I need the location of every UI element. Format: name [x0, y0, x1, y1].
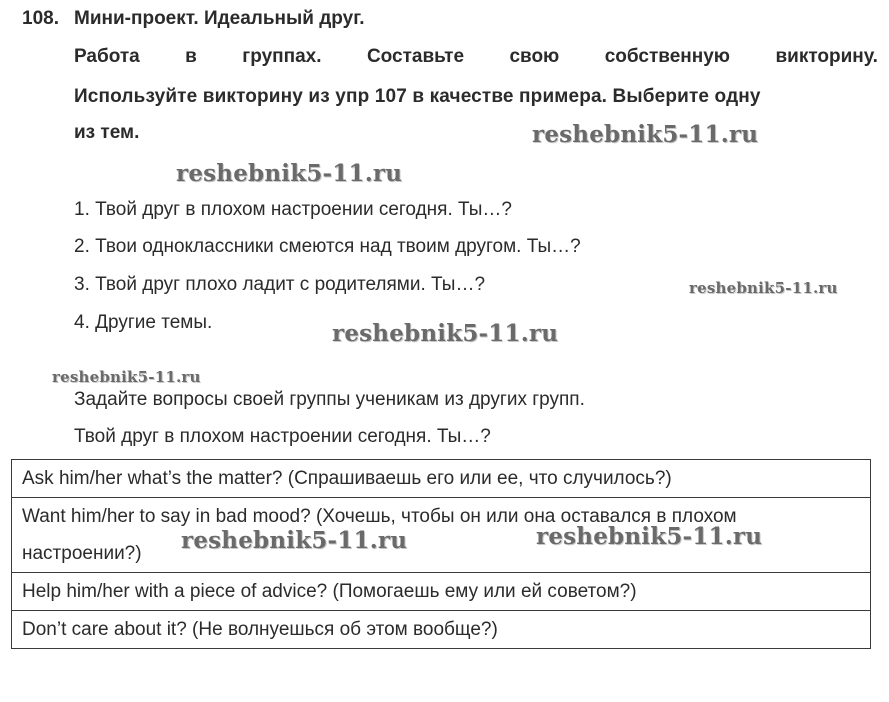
answer-option-4: Don’t care about it? (Не волнуешься об этом вообще?) — [12, 611, 871, 649]
intro-word: Работа — [74, 46, 140, 67]
answer-table — [11, 459, 871, 649]
table-row — [12, 573, 871, 611]
intro-line-2: Используйте викторину из упр 107 в качестве примера. Выберите одну — [74, 86, 761, 107]
watermark: reshebnik5-11.ru — [176, 160, 403, 187]
topic-item-4: 4. Другие темы. — [74, 312, 213, 333]
topic-item-2: 2. Твои одноклассники смеются над твоим другом. Ты…? — [74, 236, 581, 257]
watermark: reshebnik5-11.ru — [689, 279, 838, 297]
watermark: reshebnik5-11.ru — [532, 121, 759, 148]
table-row — [12, 460, 871, 498]
answer-option-3: Help him/her with a piece of advice? (Помогаешь ему или ей советом?) — [12, 573, 871, 611]
answer-option-1: Ask him/her what’s the matter? (Спрашиваешь его или ее, что случилось?) — [12, 460, 871, 498]
intro-word: в — [185, 46, 197, 67]
table-row — [12, 611, 871, 649]
intro-word: свою — [509, 46, 560, 67]
intro-word: группах. — [242, 46, 322, 67]
intro-word: собственную — [604, 46, 731, 67]
answer-option-2: Want him/her to say in bad mood? (Хочешь, чтобы он или она оставался в плохом настроении?) — [12, 498, 871, 573]
intro-line-3: из тем. — [74, 122, 140, 143]
quiz-question: Твой друг в плохом настроении сегодня. Ты…? — [74, 426, 491, 447]
exercise-number: 108. — [22, 8, 59, 29]
instruction-text: Задайте вопросы своей группы ученикам из других групп. — [74, 389, 585, 410]
watermark: reshebnik5-11.ru — [332, 320, 559, 347]
intro-word: Составьте — [366, 46, 465, 67]
topic-item-1: 1. Твой друг в плохом настроении сегодня. Ты…? — [74, 199, 513, 220]
exercise-title: Мини-проект. Идеальный друг. — [74, 8, 365, 29]
intro-word: викторину. — [775, 46, 878, 67]
watermark: reshebnik5-11.ru — [52, 368, 201, 386]
intro-line-1 — [74, 46, 878, 68]
topic-item-3: 3. Твой друг плохо ладит с родителями. Ты…? — [74, 274, 486, 295]
watermark: reshebnik5-11.ru — [181, 527, 408, 554]
watermark: reshebnik5-11.ru — [536, 523, 763, 550]
